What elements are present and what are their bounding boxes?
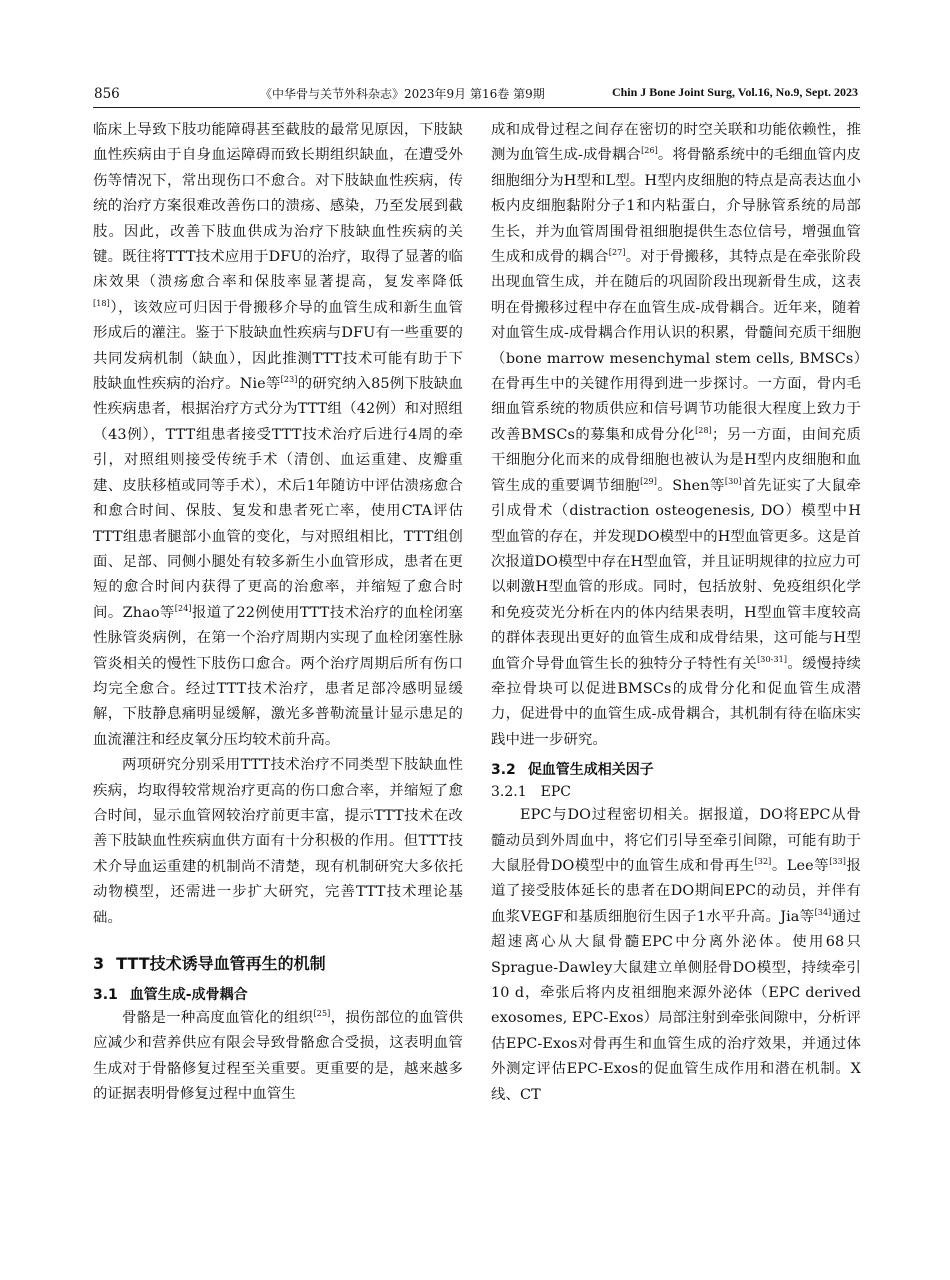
subsection-heading: 3.1 血管生成-成骨耦合	[93, 987, 248, 1003]
section-heading: 3 TTT技术诱导血管再生的机制	[93, 954, 326, 973]
paragraph: 两项研究分别采用TTT技术治疗不同类型下肢缺血性疾病，均取得较常规治疗更高的伤口愈合率，并缩短了愈合时间，显示血管网较治疗前更丰富，提示TTT技术在改善下肢缺血性疾病血供方面有十分积极的作用。但TTT技术介导血运重建的机制尚不清楚，现有机制研究大多依托动物模型，还需进一步扩大研究，完善TTT技术理论基础。	[93, 757, 463, 926]
paragraph: EPC与DO过程密切相关。据报道，DO将EPC从骨髓动员到外周血中，将它们引导至牵引间隙，可能有助于大鼠胫骨DO模型中的血管生成和骨再生[32]。Lee等[33]报道了接受肢体延长的患者在DO期间EPC的动员，并伴有血浆VEGF和基质细胞衍生因子1水平升高。Jia等[34]通过超速离心从大鼠骨髓EPC中分离外泌体。使用68只Sprague-Dawley大鼠建立单侧胫骨DO模型，持续牵引10 d，牵张后将内皮祖细胞来源外泌体（EPC derived exosomes, EPC-Exos）局部注射到牵张间隙中，分析评估EPC-Exos对骨再生和血管生成的治疗效果，并通过体外测定评估EPC-Exos的促血管生成作用和潜在机制。X线、CT	[491, 807, 861, 1103]
citation[interactable]: [23]	[280, 375, 298, 385]
paragraph: 临床上导致下肢功能障碍甚至截肢的最常见原因，下肢缺血性疾病由于自身血运障碍而致长期组织缺血，在遭受外伤等情况下，常出现伤口不愈合。对下肢缺血性疾病，传统的治疗方案很难改善伤口的溃疡、感染，乃至发展到截肢。因此，改善下肢血供成为治疗下肢缺血性疾病的关键。既往将TTT技术应用于DFU的治疗，取得了显著的临床效果（溃疡愈合率和保肢率显著提高，复发率降低[18]），该效应可归因于骨搬移介导的血管生成和新生血管形成后的灌注。鉴于下肢缺血性疾病与DFU有一些重要的共同发病机制（缺血），因此推测TTT技术可能有助于下肢缺血性疾病的治疗。Nie等[23]的研究纳入85例下肢缺血性疾病患者，根据治疗方式分为TTT组（42例）和对照组（43例），TTT组患者接受TTT技术治疗后进行4周的牵引，对照组则接受传统手术（清创、血运重建、皮瓣重建、皮肤移植或同等手术），术后1年随访中评估溃疡愈合和愈合时间、保肢、复发和患者死亡率，使用CTA评估TTT组患者腿部小血管的变化，与对照组相比，TTT组创面、足部、同侧小腿处有较多新生小血管形成，患者在更短的愈合时间内获得了更高的治愈率，并缩短了愈合时间。Zhao等[24]报道了22例使用TTT技术治疗的血栓闭塞性脉管炎病例，在第一个治疗周期内实现了血栓闭塞性脉管炎相关的慢性下肢伤口愈合。两个治疗周期后所有伤口均完全愈合。经过TTT技术治疗，患者足部冷感明显缓解，下肢静息痛明显缓解，激光多普勒流量计显示患足的血流灌注和经皮氧分压均较术前升高。	[93, 122, 463, 748]
citation[interactable]: [28]	[695, 426, 712, 436]
citation[interactable]: [30]	[724, 476, 742, 486]
citation[interactable]: [30-31]	[757, 654, 788, 664]
header-rule	[93, 107, 860, 108]
citation[interactable]: [24]	[174, 603, 192, 613]
citation[interactable]: [26]	[641, 146, 658, 156]
page-number: 856	[94, 86, 120, 102]
citation[interactable]: [34]	[814, 907, 832, 917]
paragraph: 骨骼是一种高度血管化的组织[25]，损伤部位的血管供应减少和营养供应有限会导致骨骼愈合受损，这表明血管生成对于骨骼修复过程至关重要。更重要的是，越来越多的证据表明骨修复过程中血管生	[93, 1009, 463, 1103]
journal-title-en: Chin J Bone Joint Surg, Vol.16, No.9, Sept. 2023	[611, 85, 858, 99]
paragraph: 成和成骨过程之间存在密切的时空关联和功能依赖性，推测为血管生成-成骨耦合[26]。将骨骼系统中的毛细血管内皮细胞细分为H型和L型。H型内皮细胞的特点是高表达血小板内皮细胞黏附分子1和内粘蛋白，介导脉管系统的局部生长，并为血管周围骨祖细胞提供生态位信号，增强血管生成和成骨的耦合[27]。对于骨搬移，其特点是在牵张阶段出现血管生成，并在随后的巩固阶段出现新骨生成，这表明在骨搬移过程中存在血管生成-成骨耦合。近年来，随着对血管生成-成骨耦合作用认识的积累，骨髓间充质干细胞（bone marrow mesenchymal stem cells, BMSCs）在骨再生中的关键作用得到进一步探讨。一方面，骨内毛细血管系统的物质供应和信号调节功能很大程度上致力于改善BMSCs的募集和成骨分化[28]；另一方面，由间充质干细胞分化而来的成骨细胞也被认为是H型内皮细胞和血管生成的重要调节细胞[29]。Shen等[30]首先证实了大鼠牵引成骨术（distraction osteogenesis, DO）模型中H型血管的存在，并发现DO模型中的H型血管更多。这是首次报道DO模型中存在H型血管，并且证明规律的拉应力可以刺激H型血管的形成。同时，包括放射、免疫组织化学和免疫荧光分析在内的体内结果表明，H型血管丰度较高的群体表现出更好的血管生成和成骨结果，这可能与H型血管介导骨血管生长的独特分子特性有关[30-31]。缓慢持续牵拉骨块可以促进BMSCs的成骨分化和促血管生成潜力，促进骨中的血管生成-成骨耦合，其机制有待在临床实践中进一步研究。	[491, 122, 861, 748]
left-column	[93, 118, 463, 1108]
right-column	[491, 118, 861, 1108]
running-header	[0, 82, 950, 104]
journal-title-cn: 《中华骨与关节外科杂志》2023年9月 第16卷 第9期	[260, 87, 545, 101]
citation[interactable]: [33]	[829, 857, 847, 867]
citation[interactable]: [25]	[313, 1009, 331, 1019]
citation[interactable]: [32]	[754, 857, 772, 867]
citation[interactable]: [27]	[608, 248, 626, 258]
subsubsection-heading: 3.2.1 EPC	[491, 784, 571, 801]
citation[interactable]: [18]	[93, 299, 110, 309]
subsection-heading: 3.2 促血管生成相关因子	[491, 762, 654, 779]
citation[interactable]: [29]	[640, 476, 657, 486]
